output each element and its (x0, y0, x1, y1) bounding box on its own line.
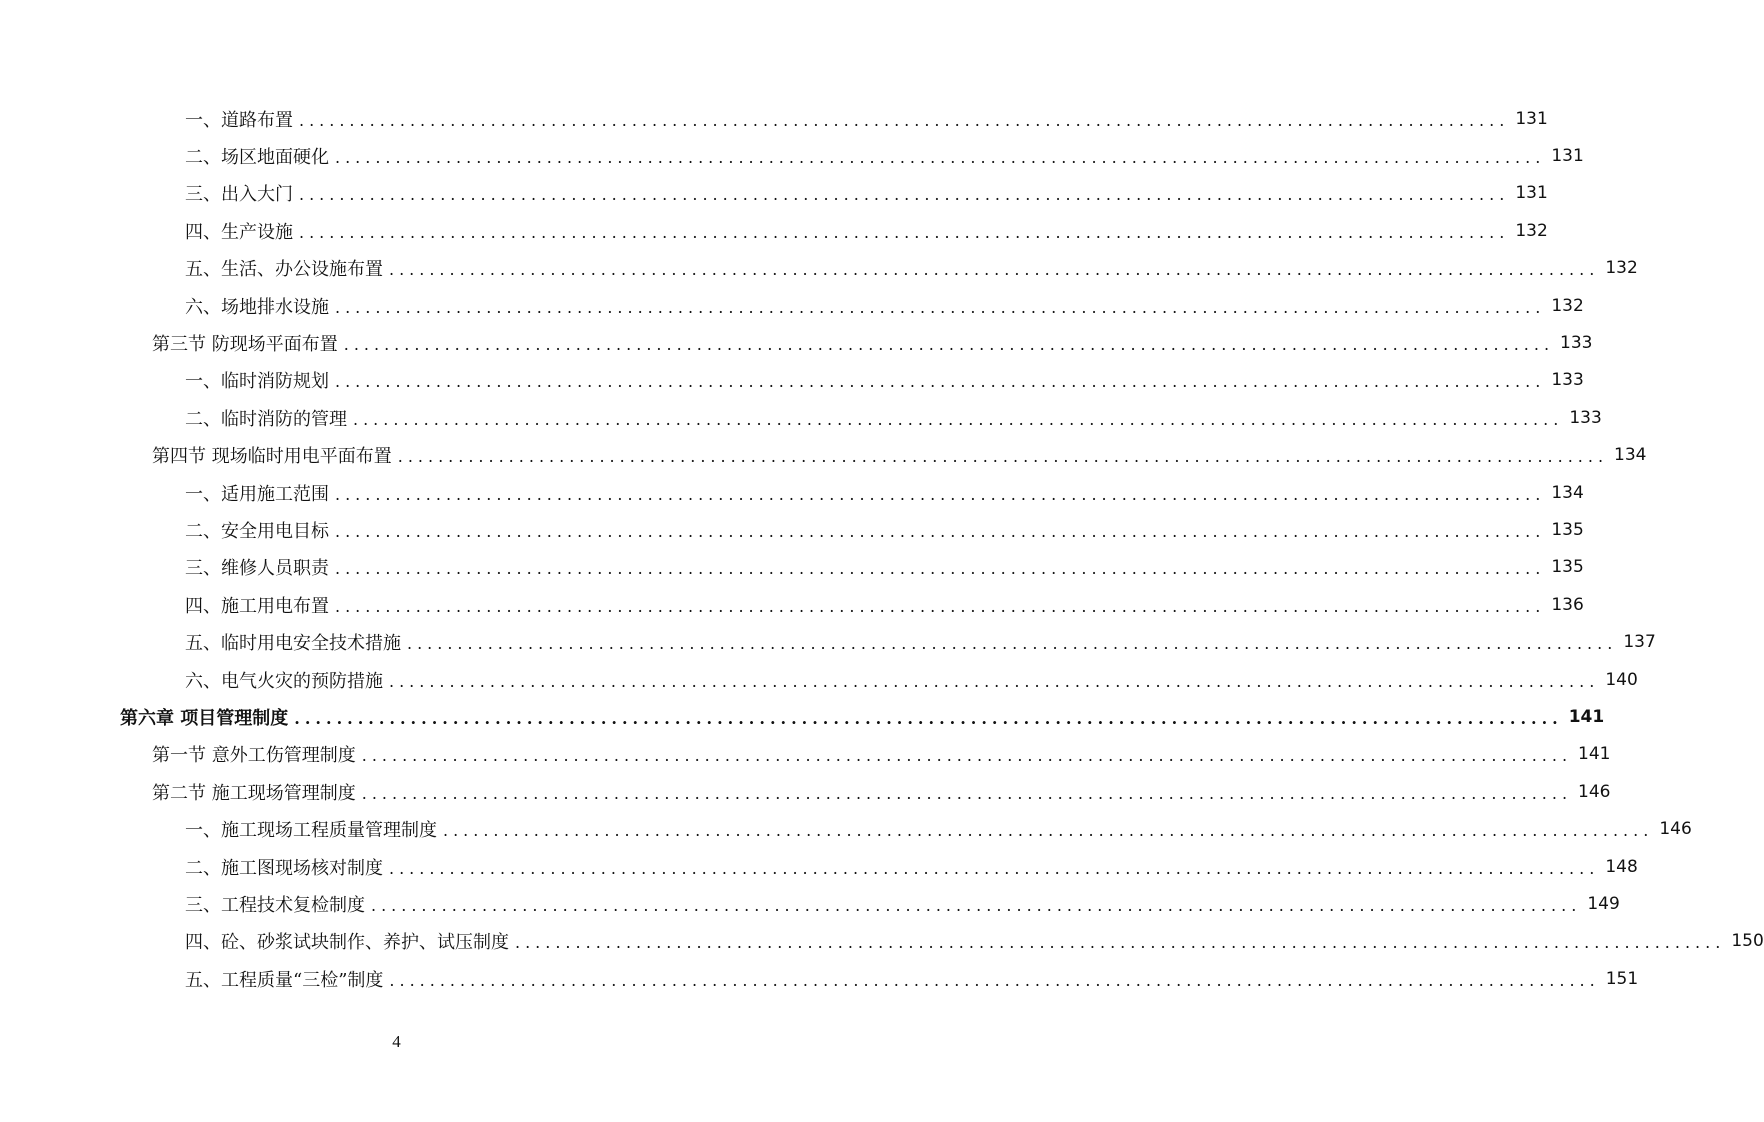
toc-entry[interactable] (185, 175, 1548, 212)
page-number: 4 (392, 1032, 401, 1051)
toc-entry-page-number: 137 (1623, 632, 1656, 653)
toc-entry-page-number: 135 (1551, 519, 1584, 540)
toc-entry-title: 一、施工现场工程质量管理制度 (185, 820, 437, 842)
toc-dot-leader: ........................................................................................................................ (397, 447, 1609, 467)
toc-dot-leader: ........................................................................................................................ (299, 110, 1510, 130)
toc-dot-leader: ........................................................................................................................ (361, 783, 1573, 803)
toc-entry-page-number: 140 (1605, 669, 1638, 690)
toc-dot-leader: ........................................................................................................................ (389, 858, 1600, 878)
toc-entry-page-number: 150 (1731, 931, 1764, 952)
toc-dot-leader: ........................................................................................................................ (389, 260, 1600, 280)
toc-entry-page-number: 133 (1551, 370, 1584, 391)
toc-entry-page-number: 148 (1605, 856, 1638, 877)
toc-entry-title: 第一节 意外工伤管理制度 (152, 745, 356, 767)
toc-entry-page-number: 134 (1614, 445, 1647, 466)
toc-dot-leader: ........................................................................................................................ (443, 821, 1654, 841)
toc-entry-page-number: 133 (1569, 407, 1602, 428)
toc-entry[interactable] (185, 362, 1584, 399)
toc-entry-title: 六、场地排水设施 (185, 296, 329, 318)
toc-entry-title: 四、砼、砂浆试块制作、养护、试压制度 (185, 932, 509, 954)
toc-dot-leader: ........................................................................................................................ (389, 970, 1600, 990)
toc-entry[interactable] (185, 137, 1584, 174)
toc-entry[interactable] (185, 624, 1656, 661)
toc-entry-title: 第二节 施工现场管理制度 (152, 782, 356, 804)
toc-entry[interactable] (152, 736, 1611, 773)
toc-entry[interactable] (185, 100, 1548, 137)
toc-entry[interactable] (185, 511, 1584, 548)
toc-dot-leader: ........................................................................................................................ (515, 933, 1726, 953)
toc-entry-page-number: 135 (1551, 557, 1584, 578)
toc-dot-leader: ........................................................................................................................ (299, 222, 1510, 242)
toc-entry-title: 第三节 防现场平面布置 (152, 333, 338, 355)
toc-entry-page-number: 146 (1659, 819, 1692, 840)
toc-dot-leader: ........................................................................................................................ (335, 297, 1546, 317)
toc-entry[interactable] (185, 474, 1584, 511)
toc-entry-title: 三、出入大门 (185, 184, 293, 206)
toc-entry[interactable] (152, 324, 1593, 361)
toc-entry-page-number: 131 (1551, 145, 1584, 166)
toc-entry-page-number: 131 (1515, 108, 1548, 129)
toc-entry-title: 三、维修人员职责 (185, 558, 329, 580)
toc-entry[interactable] (185, 549, 1584, 586)
toc-entry[interactable] (185, 960, 1639, 997)
toc-dot-leader: ........................................................................................................................ (335, 147, 1546, 167)
toc-entry[interactable] (185, 923, 1764, 960)
toc-entry[interactable] (185, 399, 1602, 436)
toc-entry-title: 一、临时消防规划 (185, 371, 329, 393)
toc-entry-title: 四、施工用电布置 (185, 595, 329, 617)
toc-entry-page-number: 151 (1605, 968, 1639, 989)
toc-entry-page-number: 132 (1515, 220, 1548, 241)
toc-dot-leader: ........................................................................................................................ (343, 334, 1555, 354)
toc-dot-leader: ........................................................................................................................ (353, 409, 1564, 429)
toc-entry[interactable] (120, 698, 1605, 735)
toc-dot-leader: ........................................................................................................................ (389, 671, 1600, 691)
toc-entry[interactable] (185, 661, 1638, 698)
toc-entry-title: 六、电气火灾的预防措施 (185, 670, 383, 692)
toc-dot-leader: ........................................................................................................................ (335, 596, 1546, 616)
toc-dot-leader: ........................................................................................................................ (294, 708, 1563, 728)
toc-entry-page-number: 133 (1560, 332, 1593, 353)
toc-entry[interactable] (152, 773, 1611, 810)
toc-dot-leader: ........................................................................................................................ (335, 521, 1546, 541)
toc-entry-page-number: 136 (1551, 594, 1584, 615)
toc-entry-title: 二、施工图现场核对制度 (185, 857, 383, 879)
toc-dot-leader: ........................................................................................................................ (407, 634, 1618, 654)
toc-entry[interactable] (185, 212, 1548, 249)
toc-dot-leader: ........................................................................................................................ (371, 895, 1582, 915)
toc-entry[interactable] (152, 437, 1647, 474)
toc-entry[interactable] (185, 811, 1692, 848)
toc-entry[interactable] (185, 848, 1638, 885)
toc-entry[interactable] (185, 586, 1584, 623)
toc-entry-title: 三、工程技术复检制度 (185, 894, 365, 916)
toc-entry-title: 一、道路布置 (185, 109, 293, 131)
toc-entry[interactable] (185, 287, 1584, 324)
toc-entry-page-number: 141 (1568, 706, 1605, 727)
toc-dot-leader: ........................................................................................................................ (335, 372, 1546, 392)
toc-entry-page-number: 132 (1551, 295, 1584, 316)
toc-entry-title: 五、生活、办公设施布置 (185, 259, 383, 281)
toc-dot-leader: ........................................................................................................................ (335, 559, 1546, 579)
toc-entry-title: 第四节 现场临时用电平面布置 (152, 446, 392, 468)
toc-entry-title: 四、生产设施 (185, 221, 293, 243)
toc-entry[interactable] (185, 885, 1620, 922)
toc-entry-title: 二、场区地面硬化 (185, 146, 329, 168)
toc-entry-page-number: 149 (1587, 893, 1620, 914)
toc-entry-title: 五、工程质量“三检”制度 (185, 969, 384, 991)
toc-entry-page-number: 134 (1551, 482, 1584, 503)
toc-entry-title: 二、安全用电目标 (185, 520, 329, 542)
toc-entry-title: 一、适用施工范围 (185, 483, 329, 505)
toc-entry-page-number: 141 (1578, 744, 1611, 765)
toc-entry-page-number: 132 (1605, 258, 1638, 279)
toc-entry-title: 二、临时消防的管理 (185, 408, 347, 430)
toc-dot-leader: ........................................................................................................................ (299, 185, 1510, 205)
toc-entry-title: 五、临时用电安全技术措施 (185, 633, 401, 655)
toc-dot-leader: ........................................................................................................................ (361, 746, 1573, 766)
toc-entry[interactable] (185, 250, 1638, 287)
toc-entry-title: 第六章 项目管理制度 (120, 707, 289, 729)
toc-dot-leader: ........................................................................................................................ (335, 484, 1546, 504)
toc-entry-page-number: 146 (1578, 781, 1611, 802)
toc-entry-page-number: 131 (1515, 183, 1548, 204)
